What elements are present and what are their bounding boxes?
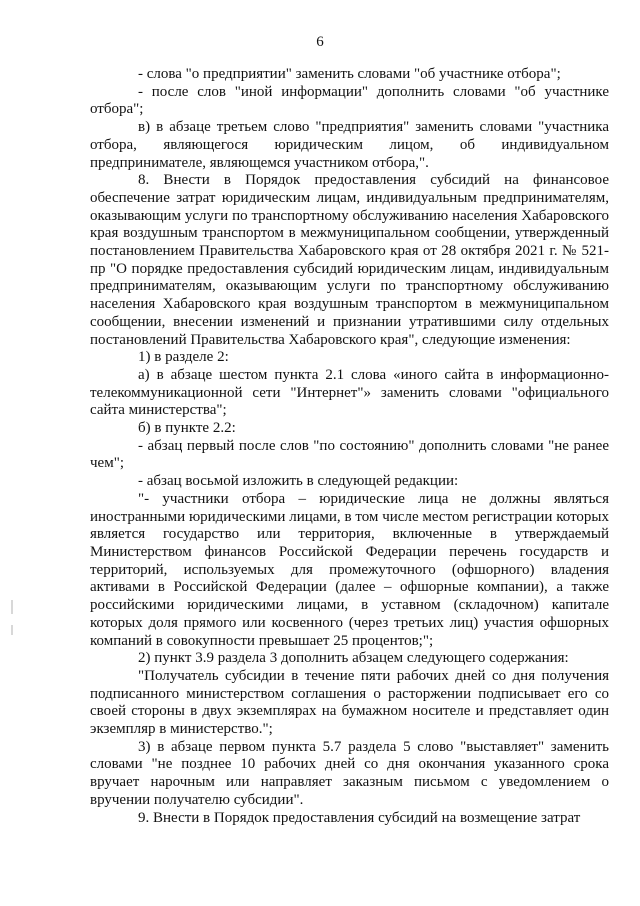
paragraph: б) в пункте 2.2: [138, 420, 236, 437]
paragraph: - слова "о предприятии" заменить словами "об участнике отбора"; [138, 66, 561, 82]
paragraph: 3) в абзаце первом пункта 5.7 раздела 5 слово "выставляет" заменить словами "не позднее 10 рабочих дней со дня окончания указанного срока вручает нарочным или направляет заказным письмом с уведомлением о вручении получателю субсидии". [90, 738, 609, 808]
scan-edge-mark [11, 600, 13, 614]
paragraph: в) в абзаце третьем слово "предприятия" заменить словами "участника отбора, являющегося юридическим лицом, об индивидуальном предпринимателе, являющемся участником отбора,". [90, 119, 609, 171]
paragraph: - абзац первый после слов "по состоянию" дополнить словами "не ранее чем"; [90, 437, 609, 472]
paragraph: 1) в разделе 2: [138, 349, 229, 366]
paragraph: "- участники отбора – юридические лица не должны являться иностранными юридическими лицами, в том числе местом регистрации которых является государство или территория, включенные в утверждаемый Министерством финансов Российской Федерации перечень государств и территорий, используемых для промежуточного (офшорного) владения активами в Российской Федерации (далее – офшорные компании), а также российскими юридическими лицами, в уставном (складочном) капитале которых доля прямого или косвенного (через третьих лиц) участия офшорных компаний в совокупности превышает 25 процентов;"; [90, 490, 609, 649]
paragraph: а) в абзаце шестом пункта 2.1 слова «иного сайта в информационно-телекоммуникационной сети "Интернет"» заменить словами "официального сайта министерства"; [90, 366, 609, 419]
document-body [90, 66, 609, 827]
paragraph: - после слов "иной информации" дополнить словами "об участнике отбора"; [90, 83, 609, 118]
paragraph: 2) пункт 3.9 раздела 3 дополнить абзацем следующего содержания: [138, 650, 569, 667]
paragraph: - абзац восьмой изложить в следующей редакции: [138, 473, 459, 490]
page-number: 6 [316, 34, 324, 50]
paragraph: 8. Внести в Порядок предоставления субсидий на финансовое обеспечение затрат юридическим лицам, индивидуальным предпринимателям, оказывающим услуги по транспортному обслуживанию населения Хабаровского края воздушным транспортом в межмуниципальном сообщении, утвержденный постановлением Правительства Хабаровского края от 28 октября 2021 г. № 521-пр "О порядке предоставления субсидий юридическим лицам, индивидуальным предпринимателям, оказывающим услуги по транспортному обслуживанию населения Хабаровского края воздушным транспортом в межмуниципальном сообщении, внесении изменений и признании утратившими силу отдельных постановлений Правительства Хабаровского края", следующие изменения: [90, 172, 609, 348]
paragraph: 9. Внести в Порядок предоставления субсидий на возмещение затрат [138, 809, 581, 826]
scan-edge-mark [11, 625, 13, 635]
paragraph: "Получатель субсидии в течение пяти рабочих дней со дня получения подписанного министерством соглашения о расторжении подписывает его со своей стороны в двух экземплярах на бумажном носителе и представляет один экземпляр в министерство."; [90, 667, 609, 738]
